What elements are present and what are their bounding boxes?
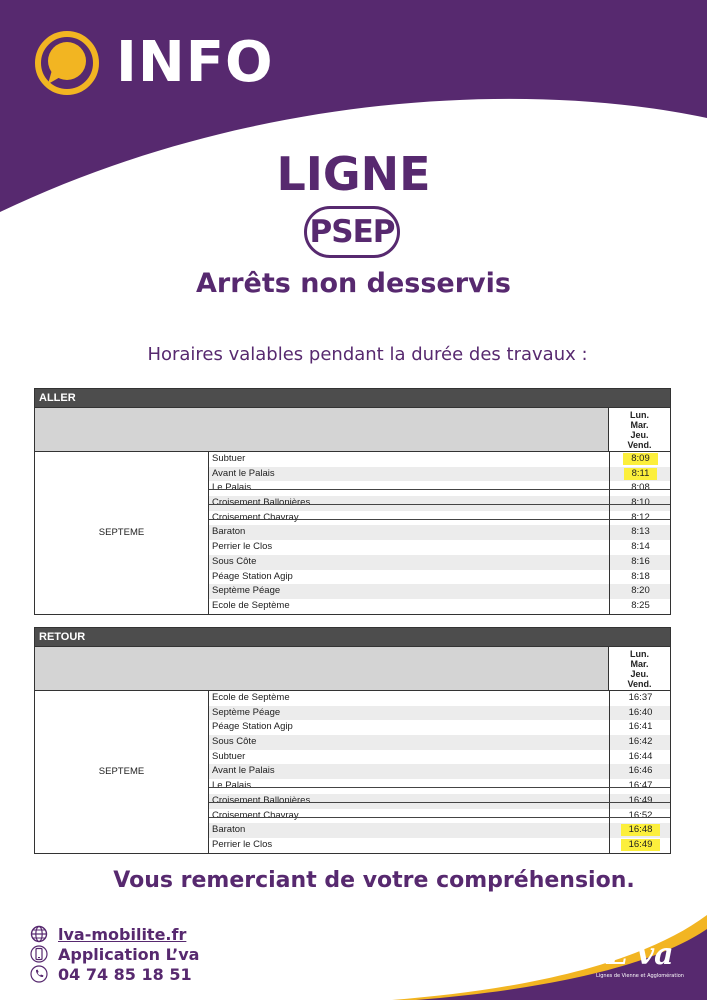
table-row: [209, 838, 670, 853]
stop-name: Septème Péage: [212, 585, 281, 597]
phone-number[interactable]: 04 74 85 18 51: [58, 964, 192, 984]
stop-name: Perrier le Clos: [212, 838, 273, 850]
departure-time: 16:37: [628, 692, 653, 703]
time-cell: [609, 706, 671, 721]
table-row: [209, 823, 670, 838]
line-code-badge: PSEP: [304, 206, 400, 258]
time-cell: [609, 691, 671, 706]
table-row: [209, 496, 670, 511]
time-cell: [609, 511, 671, 526]
stop-name: Sous Côte: [212, 555, 257, 567]
table-row: [209, 720, 670, 735]
globe-icon: [30, 925, 48, 943]
retour-rows: [209, 691, 670, 853]
day-label: Mar.: [630, 659, 649, 669]
departure-time: 8:12: [631, 511, 650, 523]
stop-name: Baraton: [212, 824, 246, 836]
departure-time: 8:10: [631, 497, 650, 509]
time-cell: [609, 764, 671, 779]
stop-name: Sous Côte: [212, 736, 257, 748]
table-row: [209, 735, 670, 750]
stop-name: Subtuer: [212, 750, 246, 762]
table-row: [209, 764, 670, 779]
table-row: [209, 599, 670, 614]
stop-name: Péage Station Agip: [212, 570, 293, 582]
day-label: Mar.: [630, 420, 649, 430]
time-cell: [609, 809, 671, 824]
table-row: [209, 750, 670, 765]
contact-phone[interactable]: [30, 963, 192, 985]
stop-name: Perrier le Clos: [212, 541, 273, 553]
aller-column-header: [35, 407, 670, 452]
departure-time: 8:18: [631, 570, 650, 582]
smartphone-icon: [30, 945, 48, 963]
time-cell: [609, 570, 671, 585]
stop-name: Avant le Palais: [212, 467, 275, 479]
day-label: Lun.: [630, 410, 649, 420]
retour-heading: RETOUR: [35, 628, 670, 646]
departure-time: 16:40: [628, 706, 653, 718]
departure-time: 8:08: [631, 482, 650, 494]
time-cell: [609, 779, 671, 794]
time-cell: [609, 496, 671, 511]
stop-name: Ecole de Septème: [212, 692, 290, 703]
aller-rows: [209, 452, 670, 614]
logo-wordmark: L'va: [606, 937, 674, 972]
day-label: Vend.: [627, 440, 652, 450]
table-row: [209, 555, 670, 570]
table-row: [209, 706, 670, 721]
time-cell: [609, 794, 671, 809]
table-row: [209, 779, 670, 794]
table-row: [209, 584, 670, 599]
stop-name: Croisement Chavray: [212, 511, 299, 523]
departure-time: 16:49: [628, 794, 653, 806]
retour-days-header: [608, 647, 670, 690]
stop-name: Péage Station Agip: [212, 721, 293, 733]
time-cell: [609, 540, 671, 555]
thanks-message: Vous remerciant de votre compréhension.: [113, 868, 635, 893]
table-row: [209, 452, 670, 467]
table-row: [209, 481, 670, 496]
time-cell: [609, 481, 671, 496]
departure-time: 8:20: [631, 585, 650, 597]
retour-column-header: [35, 646, 670, 691]
time-cell: [609, 467, 671, 482]
phone-icon: [30, 965, 48, 983]
time-cell: [609, 823, 671, 838]
aller-commune: SEPTEME: [35, 452, 209, 614]
stop-name: Le Palais: [212, 482, 252, 494]
stop-name: Avant le Palais: [212, 765, 275, 777]
time-cell: [609, 525, 671, 540]
retour-timetable: [34, 627, 671, 854]
time-cell: [609, 555, 671, 570]
website-link[interactable]: lva-mobilite.fr: [58, 924, 187, 944]
departure-time: 8:14: [631, 541, 650, 553]
stop-name: Septème Péage: [212, 706, 281, 718]
stop-name: Croisement Ballonières: [212, 497, 311, 509]
aller-heading: ALLER: [35, 389, 670, 407]
aller-days-header: [608, 408, 670, 451]
departure-time: 16:49: [621, 839, 661, 851]
day-label: Vend.: [627, 679, 652, 689]
time-cell: [609, 452, 671, 467]
time-cell: [609, 735, 671, 750]
stop-name: Baraton: [212, 526, 246, 538]
table-row: [209, 794, 670, 809]
departure-time: 16:41: [628, 721, 653, 733]
departure-time: 16:47: [628, 780, 653, 792]
speech-bubble-icon: [34, 30, 100, 96]
departure-time: 8:25: [631, 599, 650, 611]
notice-subtitle: Arrêts non desservis: [196, 268, 511, 299]
time-cell: [609, 750, 671, 765]
stop-name: Subtuer: [212, 453, 246, 464]
time-cell: [609, 720, 671, 735]
departure-time: 16:46: [628, 765, 653, 777]
contact-website[interactable]: [30, 923, 186, 945]
validity-note: Horaires valables pendant la durée des travaux :: [147, 344, 588, 365]
stop-name: Ecole de Septème: [212, 599, 290, 611]
departure-time: 8:16: [631, 555, 650, 567]
departure-time: 8:09: [623, 453, 658, 465]
day-label: Lun.: [630, 649, 649, 659]
logo-tagline: Lignes de Vienne et Agglomération: [596, 973, 684, 979]
table-row: [209, 525, 670, 540]
line-label: LIGNE: [276, 147, 431, 201]
header-title: INFO: [116, 30, 274, 95]
day-label: Jeu.: [630, 430, 649, 440]
app-label[interactable]: Application L’va: [58, 944, 200, 964]
aller-timetable: [34, 388, 671, 615]
aller-body: [35, 452, 670, 614]
departure-time: 16:52: [628, 809, 653, 821]
retour-commune: SEPTEME: [35, 691, 209, 853]
stop-name: Croisement Chavray: [212, 809, 299, 821]
time-cell: [609, 838, 671, 853]
departure-time: 16:42: [628, 736, 653, 748]
departure-time: 8:13: [631, 526, 650, 538]
lva-logo: [592, 938, 688, 988]
departure-time: 8:11: [624, 468, 658, 480]
stop-name: Croisement Ballonières: [212, 794, 311, 806]
table-row: [209, 540, 670, 555]
table-row: [209, 511, 670, 526]
table-row: [209, 809, 670, 824]
departure-time: 16:48: [621, 824, 661, 836]
time-cell: [609, 584, 671, 599]
time-cell: [609, 599, 671, 614]
table-row: [209, 691, 670, 706]
stop-name: Le Palais: [212, 780, 252, 792]
contact-app[interactable]: [30, 943, 199, 965]
retour-body: [35, 691, 670, 853]
table-row: [209, 467, 670, 482]
table-row: [209, 570, 670, 585]
departure-time: 16:44: [628, 750, 653, 762]
day-label: Jeu.: [630, 669, 649, 679]
